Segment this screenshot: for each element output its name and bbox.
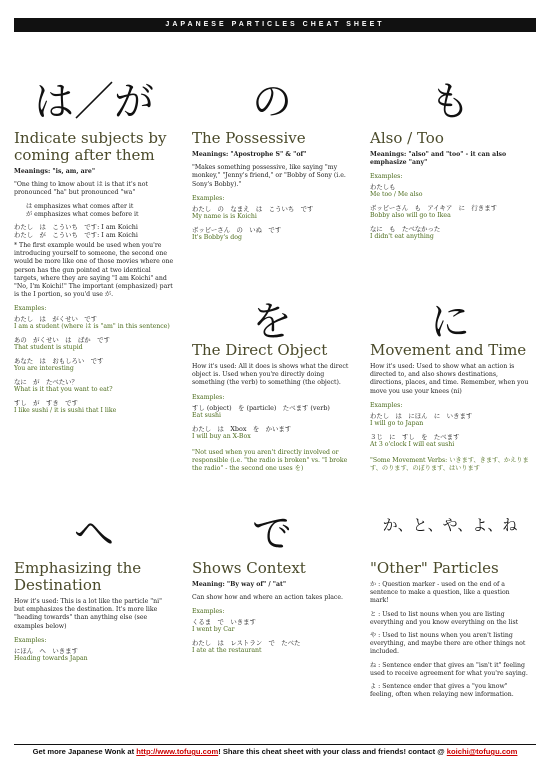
footer-text: Get more Japanese Wonk at [32,747,137,756]
example-jp: くるま で いきます [192,618,256,627]
example-jp: あの がくせい は ばか です [14,336,110,345]
meanings: Meanings: "also" and "too" - it can also emphasize "any" [370,151,507,167]
glyph-ni: に [430,299,470,345]
example-en: Heading towards Japan [14,654,88,662]
other-particle-item: か : Question marker - used on the end of a sentence to make a question, like a question mark! [370,581,510,605]
example-en: It's Bobby's dog [192,233,242,241]
example-jp: なに も たべなかった [370,225,441,234]
section-mo [370,130,530,246]
example-en: What is it that you want to eat? [14,386,113,394]
example-en: That student is stupid [14,344,83,352]
examples-label: Examples: [192,608,225,616]
glyph-no: の [252,79,292,125]
section-title: The Possessive [192,129,306,147]
meanings: Meanings: "is, am, are" [14,168,96,175]
section-title: Indicate subjects by coming after them [14,129,167,164]
example-jp: わたし の なまえ は こういち です [192,204,314,213]
examples-label: Examples: [14,305,47,313]
other-particle-item: と : Used to list nouns when you are listing everything and you know everything on the list [370,610,519,626]
footer-site-link[interactable]: http://www.tofugu.com [136,747,219,756]
how-used: How it's used: This is a lot like the particle "ni" but emphasizes the destination. It's more like "heading towards" than anything else (see examples below) [14,598,162,630]
example-jp: にほん へ いきます [14,646,78,655]
description: "Makes something possessive, like saying "my monkey," "Jenny's friend," or "Bobby of Sony (i.e. Sony's Bobby)." [192,164,346,188]
example-jp: すし が すき です [14,399,78,408]
section-he [14,560,174,668]
example-jp: わたし が こういち です: I am Koichi [14,231,138,240]
section-no [192,130,352,247]
example-jp: わたし は レストラン で たべた [192,639,301,648]
how-used: How it's used: All it does is shows what the direct object is. Used when you're directly doing something (the verb) to something (the object). [192,363,349,387]
note: "One thing to know about は is that it's not pronounced "ha" but pronounced "wa" [14,181,149,197]
emphasis-note [14,203,174,219]
example-jp: すし (object) を (particle) たべます (verb) [192,403,330,412]
example-jp: ３じ に すし を たべます [370,432,460,441]
section-wa-ga [14,130,174,420]
example-en: Eat sushi [192,411,221,419]
section-wo [192,342,352,478]
example-en: Bobby also will go to Ikea [370,212,451,220]
footer [14,747,536,756]
section-others [370,560,530,704]
example-jp: あなた は おもしろい です [14,357,104,366]
example-en: I went by Car [192,626,235,634]
examples-label: Examples: [192,194,225,202]
example-en: I ate at the restaurant [192,647,262,655]
example-en: I will go to Japan [370,419,424,427]
other-particle-item: ね : Sentence ender that gives an "isn't it" feeling used to receive agreement for what you're saying. [370,661,528,677]
section-title: The Direct Object [192,341,328,359]
examples-label: Examples: [192,393,225,401]
examples-label: Examples: [370,173,403,181]
example-jp: わたし は にほん に いきます [370,411,473,420]
meanings: Meanings: "Apostrophe S" & "of" [192,151,307,158]
example-en: Me too / Me also [370,191,423,199]
other-particle-item: や : Used to list nouns when you aren't listing everything, and maybe there are other things not included. [370,632,526,656]
glyph-wa-ga: は／が [34,79,154,125]
example-jp: わたし は こういち です: I am Koichi [14,223,138,232]
section-title: Emphasizing the Destination [14,559,142,594]
section-title: Also / Too [370,129,444,147]
emphasis-1: は emphasizes what comes after it [26,202,134,210]
example-jp: わたしも [370,183,396,192]
example-en: At 3 o'clock I will eat sushi [370,440,455,448]
examples-label: Examples: [370,401,403,409]
glyph-others: か、と、や、よ、ね [382,516,518,534]
emphasis-2: が emphasizes what comes before it [26,210,139,218]
example-en: I didn't eat anything [370,233,434,241]
example-jp: わたし は Xbox を かいます [192,424,292,433]
example-en: You are interesting [14,365,74,373]
section-title: "Other" Particles [370,559,499,577]
example-en: I like sushi / it is sushi that I like [14,407,117,415]
explanation: * The first example would be used when you're introducing yourself to someone, the second one would be more like one of those movies where one person has the gun pointed at two identical targets, where they are saying "I am Koichi" and "No, I'm Koichi!" The important (emphasized) part is the I portion, so you'd use が. [14,242,174,299]
glyph-mo: も [430,79,470,125]
section-ni [370,342,530,478]
glyph-he: へ [74,511,114,557]
section-de [192,560,352,660]
meanings: Meaning: "By way of" / "at" [192,581,287,588]
section-title: Movement and Time [370,341,527,359]
examples-label: Examples: [14,636,47,644]
description: Can show how and where an action takes place. [192,594,344,602]
glyph-wo: を [252,299,292,345]
example-jp: ボッビーさん も アイキア に 行きます [370,204,497,213]
example-jp: なに が たべたい？ [14,378,78,387]
section-title: Shows Context [192,559,306,577]
banner: JAPANESE PARTICLES CHEAT SHEET [14,18,536,32]
example-en: My name is is Koichi [192,212,257,220]
example-jp: ボッビーさん の いぬ です [192,225,282,234]
example-en: I am a student (where は is "am" in this sentence) [14,323,170,331]
other-particle-item: よ : Sentence ender that gives a "you know" feeling, often when relaying new information. [370,683,514,699]
glyph-de: で [252,511,292,557]
footer-text: ! Share this cheat sheet with your class and friends! contact @ [218,747,447,756]
note: "Not used when you aren't directly involved or responsible (i.e. "the radio is broken" vs. "I broke the radio" - the second one uses を) [192,448,348,472]
example-jp: わたし は がくせい です [14,315,98,324]
example-en: I will buy an X-Box [192,432,251,440]
note: "Some Movement Verbs: いきます、きます、かえります、のります、のぼります、はいります [370,456,529,472]
footer-email-link[interactable]: koichi@tofugu.com [446,747,518,756]
how-used: How it's used: Used to show what an action is directed to, and also shows destinations, directions, places, and time. Remember, when you move you use your knees (ni) [370,363,529,395]
footer-divider [14,744,536,745]
